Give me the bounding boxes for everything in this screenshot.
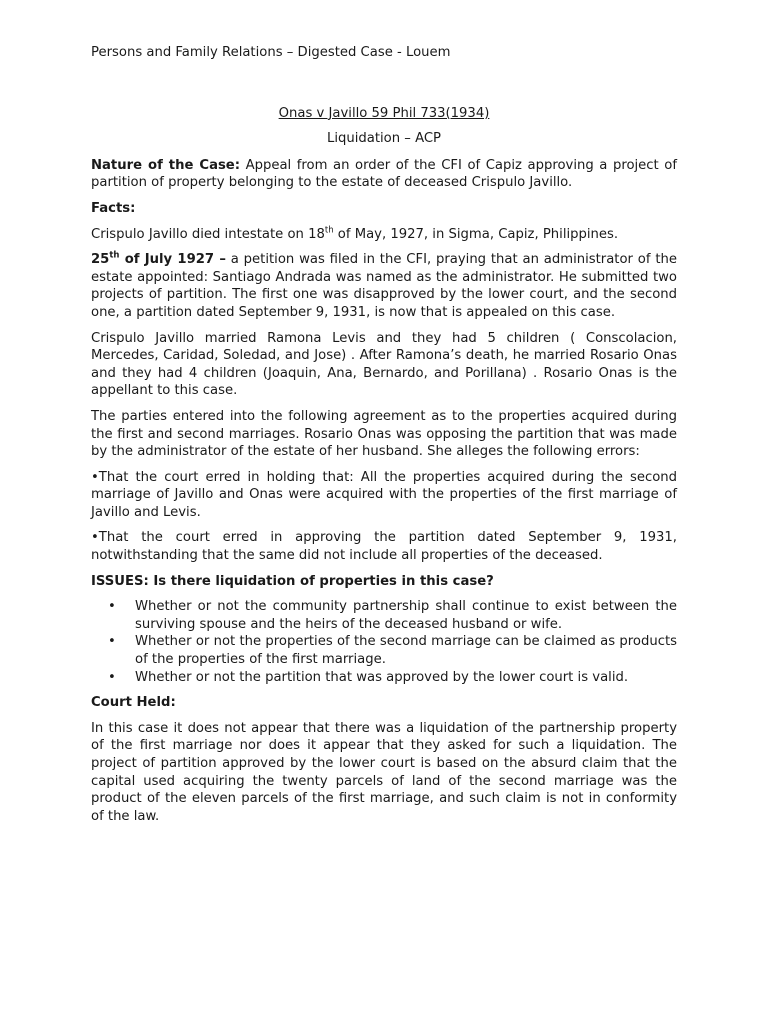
death-text-b: of May, 1927, in Sigma, Capiz, Philippines.: [333, 226, 619, 242]
petition-paragraph: [91, 251, 677, 321]
list-item: • Whether or not the partition that was approved by the lower court is valid.: [135, 669, 677, 687]
issues-heading: ISSUES: Is there liquidation of properties in this case?: [91, 573, 494, 589]
petition-date-day: 25: [91, 252, 110, 268]
death-paragraph: [91, 226, 677, 244]
nature-label: Nature of the Case:: [91, 157, 241, 173]
case-title-text: Onas v Javillo 59 Phil 733(1934): [278, 105, 490, 121]
error-two-paragraph: •That the court erred in approving the partition dated September 9, 1931, notwithstanding that the same did not include all properties of the deceased.: [91, 530, 677, 564]
issues-list: [91, 598, 677, 686]
facts-heading: Facts:: [91, 200, 136, 216]
list-item: • Whether or not the properties of the second marriage can be claimed as products of the properties of the first marriage.: [135, 633, 677, 668]
petition-text: a petition was filed in the CFI, praying that an administrator of the estate appointed: Santiago Andrada was named as the administrator. He submitted two projects of partition. The first one was disapproved by the lower court, and the second one, a partition dated September 9, 1931, is now that is appealed on this case.: [91, 252, 677, 320]
petition-date-sup: th: [109, 250, 120, 261]
held-paragraph: In this case it does not appear that there was a liquidation of the partnership property of the first marriage nor does it appear that they asked for such a liquidation. The project of partition approved by the lower court is based on the absurd claim that the capital used acquiring the twenty parcels of land of the second marriage was the product of the eleven parcels of the first marriage, and such claim is not in conformity of the law.: [91, 720, 677, 824]
marriage-paragraph: Crispulo Javillo married Ramona Levis and they had 5 children ( Conscolacion, Mercedes, Caridad, Soledad, and Jose) . After Ramona’s death, he married Rosario Onas and they had 4 children (Joaquin, Ana, Bernardo, and Porillana) . Rosario Onas is the appellant to this case.: [91, 330, 677, 399]
agreement-paragraph: The parties entered into the following agreement as to the properties acquired during the first and second marriages. Rosario Onas was opposing the partition that was made by the administrator of the estate of her husband. She alleges the following errors:: [91, 408, 677, 460]
case-subtitle: Liquidation – ACP: [326, 131, 442, 147]
nature-paragraph: [91, 157, 677, 192]
held-heading: Court Held:: [91, 695, 176, 711]
error-one-paragraph: •That the court erred in holding that: All the properties acquired during the second marriage of Javillo and Onas were acquired with the properties of the first marriage of Javillo and Levis.: [91, 469, 677, 520]
death-sup: th: [324, 225, 334, 236]
document-page: [91, 44, 677, 833]
petition-date-rest: of July 1927 –: [119, 252, 226, 268]
death-text-a: Crispulo Javillo died intestate on 18: [91, 226, 325, 242]
petition-date: [91, 252, 226, 267]
case-title: [91, 105, 677, 123]
list-item: • Whether or not the community partnership shall continue to exist between the surviving spouse and the heirs of the deceased husband or wife.: [135, 598, 677, 633]
page-header: Persons and Family Relations – Digested Case - Louem: [91, 45, 451, 60]
nature-text: Appeal from an order of the CFI of Capiz approving a project of partition of property belonging to the estate of deceased Crispulo Javillo.: [91, 157, 677, 191]
